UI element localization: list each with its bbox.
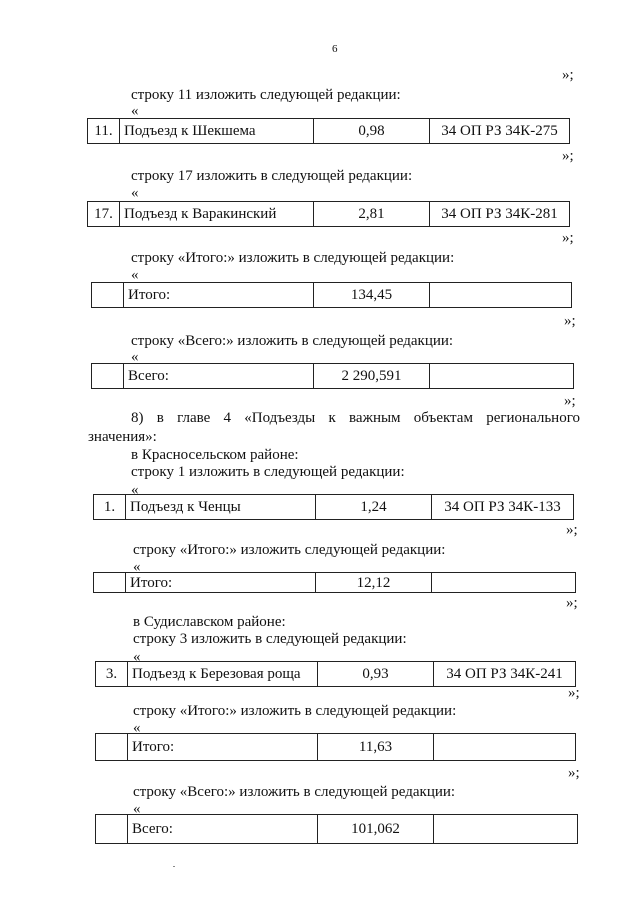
length-cell: 101,062 (318, 815, 434, 844)
table-row (94, 573, 576, 593)
closing-quote: »; (566, 595, 578, 611)
row-number-cell: 17. (88, 202, 120, 227)
amendment-table (93, 572, 576, 593)
row-number-cell: 1. (94, 495, 126, 520)
road-code-cell (430, 283, 572, 308)
amendment-table (95, 814, 578, 844)
length-cell: 0,98 (314, 119, 430, 144)
opening-quote: « (133, 801, 141, 817)
label-cell: Итого: (128, 734, 318, 761)
instruction-text: строку 17 изложить в следующей редакции: (131, 168, 413, 184)
opening-quote: « (131, 103, 139, 119)
table-row (92, 364, 574, 389)
amendment-table (95, 733, 576, 761)
road-code-cell (430, 364, 574, 389)
instruction-text: строку «Всего:» изложить в следующей редакции: (133, 784, 456, 800)
paragraph-text: значения»: (88, 429, 157, 445)
page-number: 6 (332, 43, 338, 55)
length-cell: 11,63 (318, 734, 434, 761)
closing-quote: »; (562, 148, 574, 164)
instruction-text: строку «Итого:» изложить в следующей редакции: (131, 250, 455, 266)
instruction-text: строку 1 изложить в следующей редакции: (131, 464, 405, 480)
instruction-text: строку 11 изложить следующей редакции: (131, 87, 401, 103)
paragraph-text: 8) в главе 4 «Подъезды к важным объектам регионального (131, 410, 580, 426)
road-code-cell (434, 734, 576, 761)
row-number-cell (92, 364, 124, 389)
table-row (92, 283, 572, 308)
table-row (94, 495, 574, 520)
length-cell: 2,81 (314, 202, 430, 227)
label-cell: Всего: (124, 364, 314, 389)
closing-quote: »; (564, 393, 576, 409)
label-cell: Всего: (128, 815, 318, 844)
closing-quote: »; (564, 313, 576, 329)
road-name-cell: Подъезд к Варакинский (120, 202, 314, 227)
row-number-cell (94, 573, 126, 593)
label-cell: Итого: (126, 573, 316, 593)
closing-quote: »; (568, 765, 580, 781)
scan-speck (173, 866, 175, 867)
amendment-table (87, 201, 570, 227)
amendment-table (93, 494, 574, 520)
opening-quote: « (131, 185, 139, 201)
row-number-cell: 11. (88, 119, 120, 144)
opening-quote: « (133, 649, 141, 665)
row-number-cell (96, 815, 128, 844)
instruction-text: строку 3 изложить в следующей редакции: (133, 631, 407, 647)
amendment-table (91, 282, 572, 308)
instruction-text: строку «Итого:» изложить в следующей редакции: (133, 703, 457, 719)
road-code-cell (432, 573, 576, 593)
label-cell: Итого: (124, 283, 314, 308)
road-code-cell: 34 ОП РЗ 34К-241 (434, 662, 576, 687)
length-cell: 134,45 (314, 283, 430, 308)
road-code-cell (434, 815, 578, 844)
road-code-cell: 34 ОП РЗ 34К-133 (432, 495, 574, 520)
opening-quote: « (131, 267, 139, 283)
table-row (88, 119, 570, 144)
amendment-table (95, 661, 576, 687)
table-row (96, 815, 578, 844)
instruction-text: строку «Всего:» изложить в следующей редакции: (131, 333, 454, 349)
opening-quote: « (133, 720, 141, 736)
opening-quote: « (131, 482, 139, 498)
road-name-cell: Подъезд к Шекшема (120, 119, 314, 144)
district-heading: в Судиславском районе: (133, 614, 286, 630)
opening-quote: « (133, 559, 141, 575)
amendment-table (91, 363, 574, 389)
length-cell: 0,93 (318, 662, 434, 687)
length-cell: 2 290,591 (314, 364, 430, 389)
closing-quote: »; (566, 522, 578, 538)
instruction-text: строку «Итого:» изложить следующей редакции: (133, 542, 446, 558)
road-code-cell: 34 ОП РЗ 34К-281 (430, 202, 570, 227)
row-number-cell (92, 283, 124, 308)
amendment-table (87, 118, 570, 144)
row-number-cell: 3. (96, 662, 128, 687)
district-heading: в Красносельском районе: (131, 447, 299, 463)
road-code-cell: 34 ОП РЗ 34К-275 (430, 119, 570, 144)
table-row (96, 662, 576, 687)
road-name-cell: Подъезд к Ченцы (126, 495, 316, 520)
table-row (96, 734, 576, 761)
closing-quote: »; (562, 67, 574, 83)
road-name-cell: Подъезд к Березовая роща (128, 662, 318, 687)
row-number-cell (96, 734, 128, 761)
length-cell: 1,24 (316, 495, 432, 520)
closing-quote: »; (568, 685, 580, 701)
length-cell: 12,12 (316, 573, 432, 593)
opening-quote: « (131, 349, 139, 365)
closing-quote: »; (562, 230, 574, 246)
table-row (88, 202, 570, 227)
